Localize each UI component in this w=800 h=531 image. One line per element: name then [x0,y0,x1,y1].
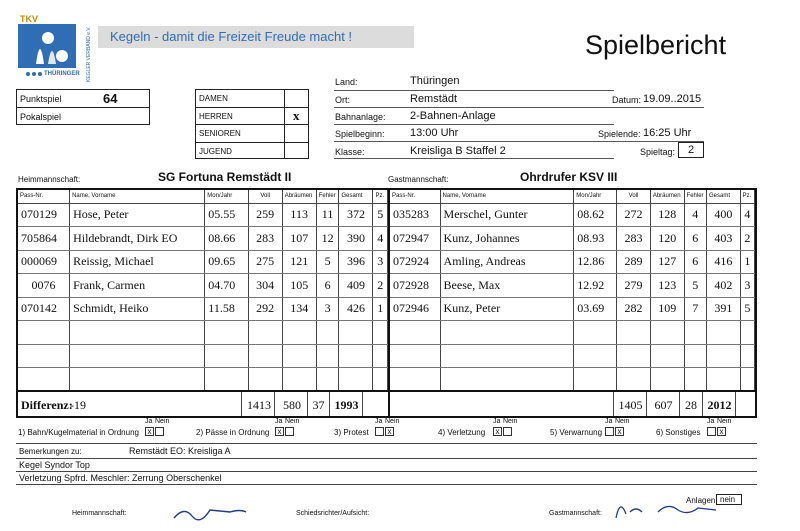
home-total-voll: 1413 [247,398,271,412]
mon-jahr: 12.92 [574,274,617,298]
ort-label: Ort: [335,95,350,105]
spielbeginn-value: 13:00 Uhr [410,127,459,139]
nein-label: Nein [155,418,170,425]
col-pz: Pz. [373,190,388,203]
guest-player-row [389,227,755,251]
abraeumen: 123 [650,274,684,298]
home-player-row [18,203,388,227]
spieltag-value: 2 [688,144,695,156]
spieltag-box [678,142,704,158]
score-sheet [16,188,757,418]
spielende-value: 16:25 Uhr [643,127,692,139]
check-nein-box[interactable] [503,427,512,436]
category-label: DAMEN [199,94,228,103]
home-signature-label: Heimmannschaft: [72,510,127,517]
home-table [18,190,388,392]
home-player-row [18,227,388,251]
check-label: 3) Protest [334,428,369,437]
logo-text-side: KEGLER VERBAND e.V. [86,26,92,82]
check-ja-box[interactable] [605,427,614,436]
gesamt: 391 [706,297,740,321]
pz: 4 [740,203,754,227]
guest-table [388,190,755,392]
pass-nr: 072924 [389,250,440,274]
player-name: Merschel, Gunter [440,203,574,227]
voll: 289 [617,250,651,274]
klasse-value: Kreisliga B Staffel 2 [410,145,506,157]
diff-value: -19 [70,398,86,412]
check-ja-box[interactable] [707,427,716,436]
check-nein-box[interactable]: x [615,427,624,436]
guest-header-row [389,190,755,203]
check-nein-box[interactable]: x [385,427,394,436]
voll: 259 [248,203,282,227]
pz: 1 [373,297,388,321]
mon-jahr: 11.58 [205,297,248,321]
guest-player-row [389,250,755,274]
nein-label: Nein [717,418,732,425]
pass-nr: 070142 [18,297,70,321]
fehler: 11 [316,203,339,227]
remarks-line-2: Kegel Syndor Top [19,460,90,470]
guest-team-name: Ohrdrufer KSV III [520,170,618,184]
nein-label: Nein [615,418,630,425]
voll: 283 [248,227,282,251]
guest-player-row [389,297,755,321]
player-name: Beese, Max [440,274,574,298]
col-gesamt: Gesamt [339,190,373,203]
diff-label: Differenz: [21,398,73,412]
home-total-fehler: 37 [312,398,325,412]
gesamt: 409 [339,274,373,298]
mon-jahr: 03.69 [574,297,617,321]
nein-label: Nein [385,418,400,425]
remarks-line-3: Verletzung Spfrd. Meschler: Zerrung Oberschenkel [19,473,222,483]
gesamt: 403 [706,227,740,251]
voll: 282 [617,297,651,321]
pass-nr: 072928 [389,274,440,298]
abraeumen: 109 [650,297,684,321]
abraeumen: 127 [650,250,684,274]
abraeumen: 128 [650,203,684,227]
home-signature [170,500,250,529]
gesamt: 400 [706,203,740,227]
col-monjahr: Mon/Jahr [205,190,248,203]
abraeumen: 105 [282,274,316,298]
voll: 272 [617,203,651,227]
ja-label: Ja [707,418,715,425]
nein-label: Nein [285,418,300,425]
pass-nr: 705864 [18,227,70,251]
abraeumen: 120 [650,227,684,251]
col-monjahr: Mon/Jahr [574,190,617,203]
gesamt: 416 [706,250,740,274]
fehler: 5 [684,274,706,298]
home-empty-row [18,368,388,392]
remarks-label: Bemerkungen zu: [19,447,82,456]
voll: 279 [617,274,651,298]
mon-jahr: 05.55 [205,203,248,227]
category-row [196,90,308,108]
voll: 283 [617,227,651,251]
checks-row [16,418,757,442]
guest-signature [612,494,722,527]
pz: 5 [373,203,388,227]
land-value: Thüringen [410,75,460,87]
home-player-row [18,297,388,321]
guest-empty-row [389,344,755,368]
pz: 2 [373,274,388,298]
category-box [195,89,309,159]
pz: 2 [740,227,754,251]
fehler: 3 [316,297,339,321]
player-name: Hildebrandt, Dirk EO [70,227,205,251]
col-abraeumen: Abräumen [282,190,316,203]
ort-value: Remstädt [410,93,458,105]
category-row [196,143,308,161]
fehler: 6 [684,227,706,251]
player-name: Frank, Carmen [70,274,205,298]
land-label: Land: [335,77,358,87]
home-header-row [18,190,388,203]
category-label: SENIOREN [199,129,241,138]
bahnanlage-value: 2-Bahnen-Anlage [410,110,496,122]
player-name: Reissig, Michael [70,250,205,274]
check-nein-box[interactable] [285,427,294,436]
category-row [196,125,308,143]
col-voll: Voll [248,190,282,203]
col-gesamt: Gesamt [706,190,740,203]
abraeumen: 107 [282,227,316,251]
check-ja-box[interactable]: x [145,427,154,436]
klasse-label: Klasse: [335,147,365,157]
spielbeginn-label: Spielbeginn: [335,129,385,139]
home-player-row [18,274,388,298]
player-name: Hose, Peter [70,203,205,227]
ja-label: Ja [375,418,383,425]
slogan-bar [98,26,414,48]
voll: 304 [248,274,282,298]
gesamt: 426 [339,297,373,321]
mon-jahr: 08.66 [205,227,248,251]
page-title: Spielbericht [585,30,727,60]
spielende-label: Spielende: [598,129,641,139]
ja-label: Ja [275,418,283,425]
abraeumen: 113 [282,203,316,227]
guest-total-gesamt: 2012 [707,398,732,412]
check-label: 1) Bahn/Kugelmaterial in Ordnung [18,428,139,437]
voll: 292 [248,297,282,321]
pass-nr: 0076 [18,274,70,298]
pass-nr: 035283 [389,203,440,227]
check-label: 6) Sonstiges [656,428,701,437]
guest-total-fehler: 28 [685,398,697,412]
guest-total-voll: 1405 [618,398,643,412]
gesamt: 372 [339,203,373,227]
check-label: 5) Verwarnung [550,428,603,437]
game-type-box [16,89,150,125]
col-abraeumen: Abräumen [650,190,684,203]
fehler: 4 [684,203,706,227]
guest-team-label: Gastmannschaft: [388,175,449,184]
logo-text-top: TKV [20,14,38,24]
col-pz: Pz. [740,190,754,203]
datum-value: 19.09..2015 [643,93,702,105]
bahnanlage-label: Bahnanlage: [335,112,386,122]
mon-jahr: 12.86 [574,250,617,274]
totals-row [18,392,755,416]
fehler: 5 [316,250,339,274]
check-label: 4) Verletzung [438,428,486,437]
voll: 275 [248,250,282,274]
col-passnr: Pass-Nr. [389,190,440,203]
logo-text-bottom: THÜRINGER [44,71,80,77]
guest-empty-row [389,368,755,392]
home-team-name: SG Fortuna Remstädt II [158,170,292,184]
punktspiel-value: 64 [103,91,118,106]
referee-label: Schiedsrichter/Aufsicht: [296,510,370,517]
gesamt: 396 [339,250,373,274]
guest-total-abr: 607 [654,398,673,412]
guest-empty-row [389,321,755,345]
pz: 5 [740,297,754,321]
home-player-row [18,250,388,274]
gesamt: 390 [339,227,373,251]
ja-label: Ja [493,418,501,425]
home-total-abr: 580 [283,398,301,412]
home-empty-row [18,321,388,345]
spieltag-label: Spieltag: [640,147,676,157]
col-voll: Voll [617,190,651,203]
col-name: Name, Vorname [440,190,574,203]
pz: 3 [373,250,388,274]
pokalspiel-label: Pokalspiel [20,112,62,122]
pass-nr: 072947 [389,227,440,251]
fehler: 7 [684,297,706,321]
ja-label: Ja [145,418,153,425]
check-nein-box[interactable] [155,427,164,436]
pz: 3 [740,274,754,298]
nein-label: Nein [503,418,518,425]
mon-jahr: 04.70 [205,274,248,298]
guest-player-row [389,203,755,227]
col-fehler: Fehler [316,190,339,203]
col-passnr: Pass-Nr. [18,190,70,203]
check-nein-box[interactable]: x [717,427,726,436]
check-ja-box[interactable] [375,427,384,436]
category-mark[interactable]: x [293,107,300,123]
col-name: Name, Vorname [70,190,205,203]
punktspiel-label: Punktspiel [20,94,62,104]
home-team-label: Heimmannschaft: [18,175,81,184]
mon-jahr: 08.93 [574,227,617,251]
fehler: 6 [316,274,339,298]
gesamt: 402 [706,274,740,298]
pz: 1 [740,250,754,274]
home-empty-row [18,344,388,368]
player-name: Kunz, Johannes [440,227,574,251]
home-total-gesamt: 1993 [334,398,359,412]
check-ja-box[interactable]: x [275,427,284,436]
pass-nr: 072946 [389,297,440,321]
pass-nr: 000069 [18,250,70,274]
slogan-text: Kegeln - damit die Freizeit Freude macht ! [110,29,353,44]
col-fehler: Fehler [684,190,706,203]
datum-label: Datum: [612,95,642,105]
check-ja-box[interactable]: x [493,427,502,436]
anlagen-value: nein [720,495,736,504]
player-name: Kunz, Peter [440,297,574,321]
fehler: 12 [316,227,339,251]
remarks-line-1: Remstädt EO: Kreisliga A [129,446,231,456]
category-label: HERREN [199,111,233,121]
category-label: JUGEND [199,146,232,156]
category-row [196,108,308,126]
ja-label: Ja [605,418,613,425]
player-name: Amling, Andreas [440,250,574,274]
mon-jahr: 09.65 [205,250,248,274]
fehler: 6 [684,250,706,274]
guest-signature-label: Gastmannschaft: [549,510,602,517]
player-name: Schmidt, Heiko [70,297,205,321]
anlagen-label: Anlagen [686,496,716,505]
pz: 4 [373,227,388,251]
pass-nr: 070129 [18,203,70,227]
check-label: 2) Pässe in Ordnung [196,428,270,437]
abraeumen: 121 [282,250,316,274]
guest-player-row [389,274,755,298]
abraeumen: 134 [282,297,316,321]
mon-jahr: 08.62 [574,203,617,227]
